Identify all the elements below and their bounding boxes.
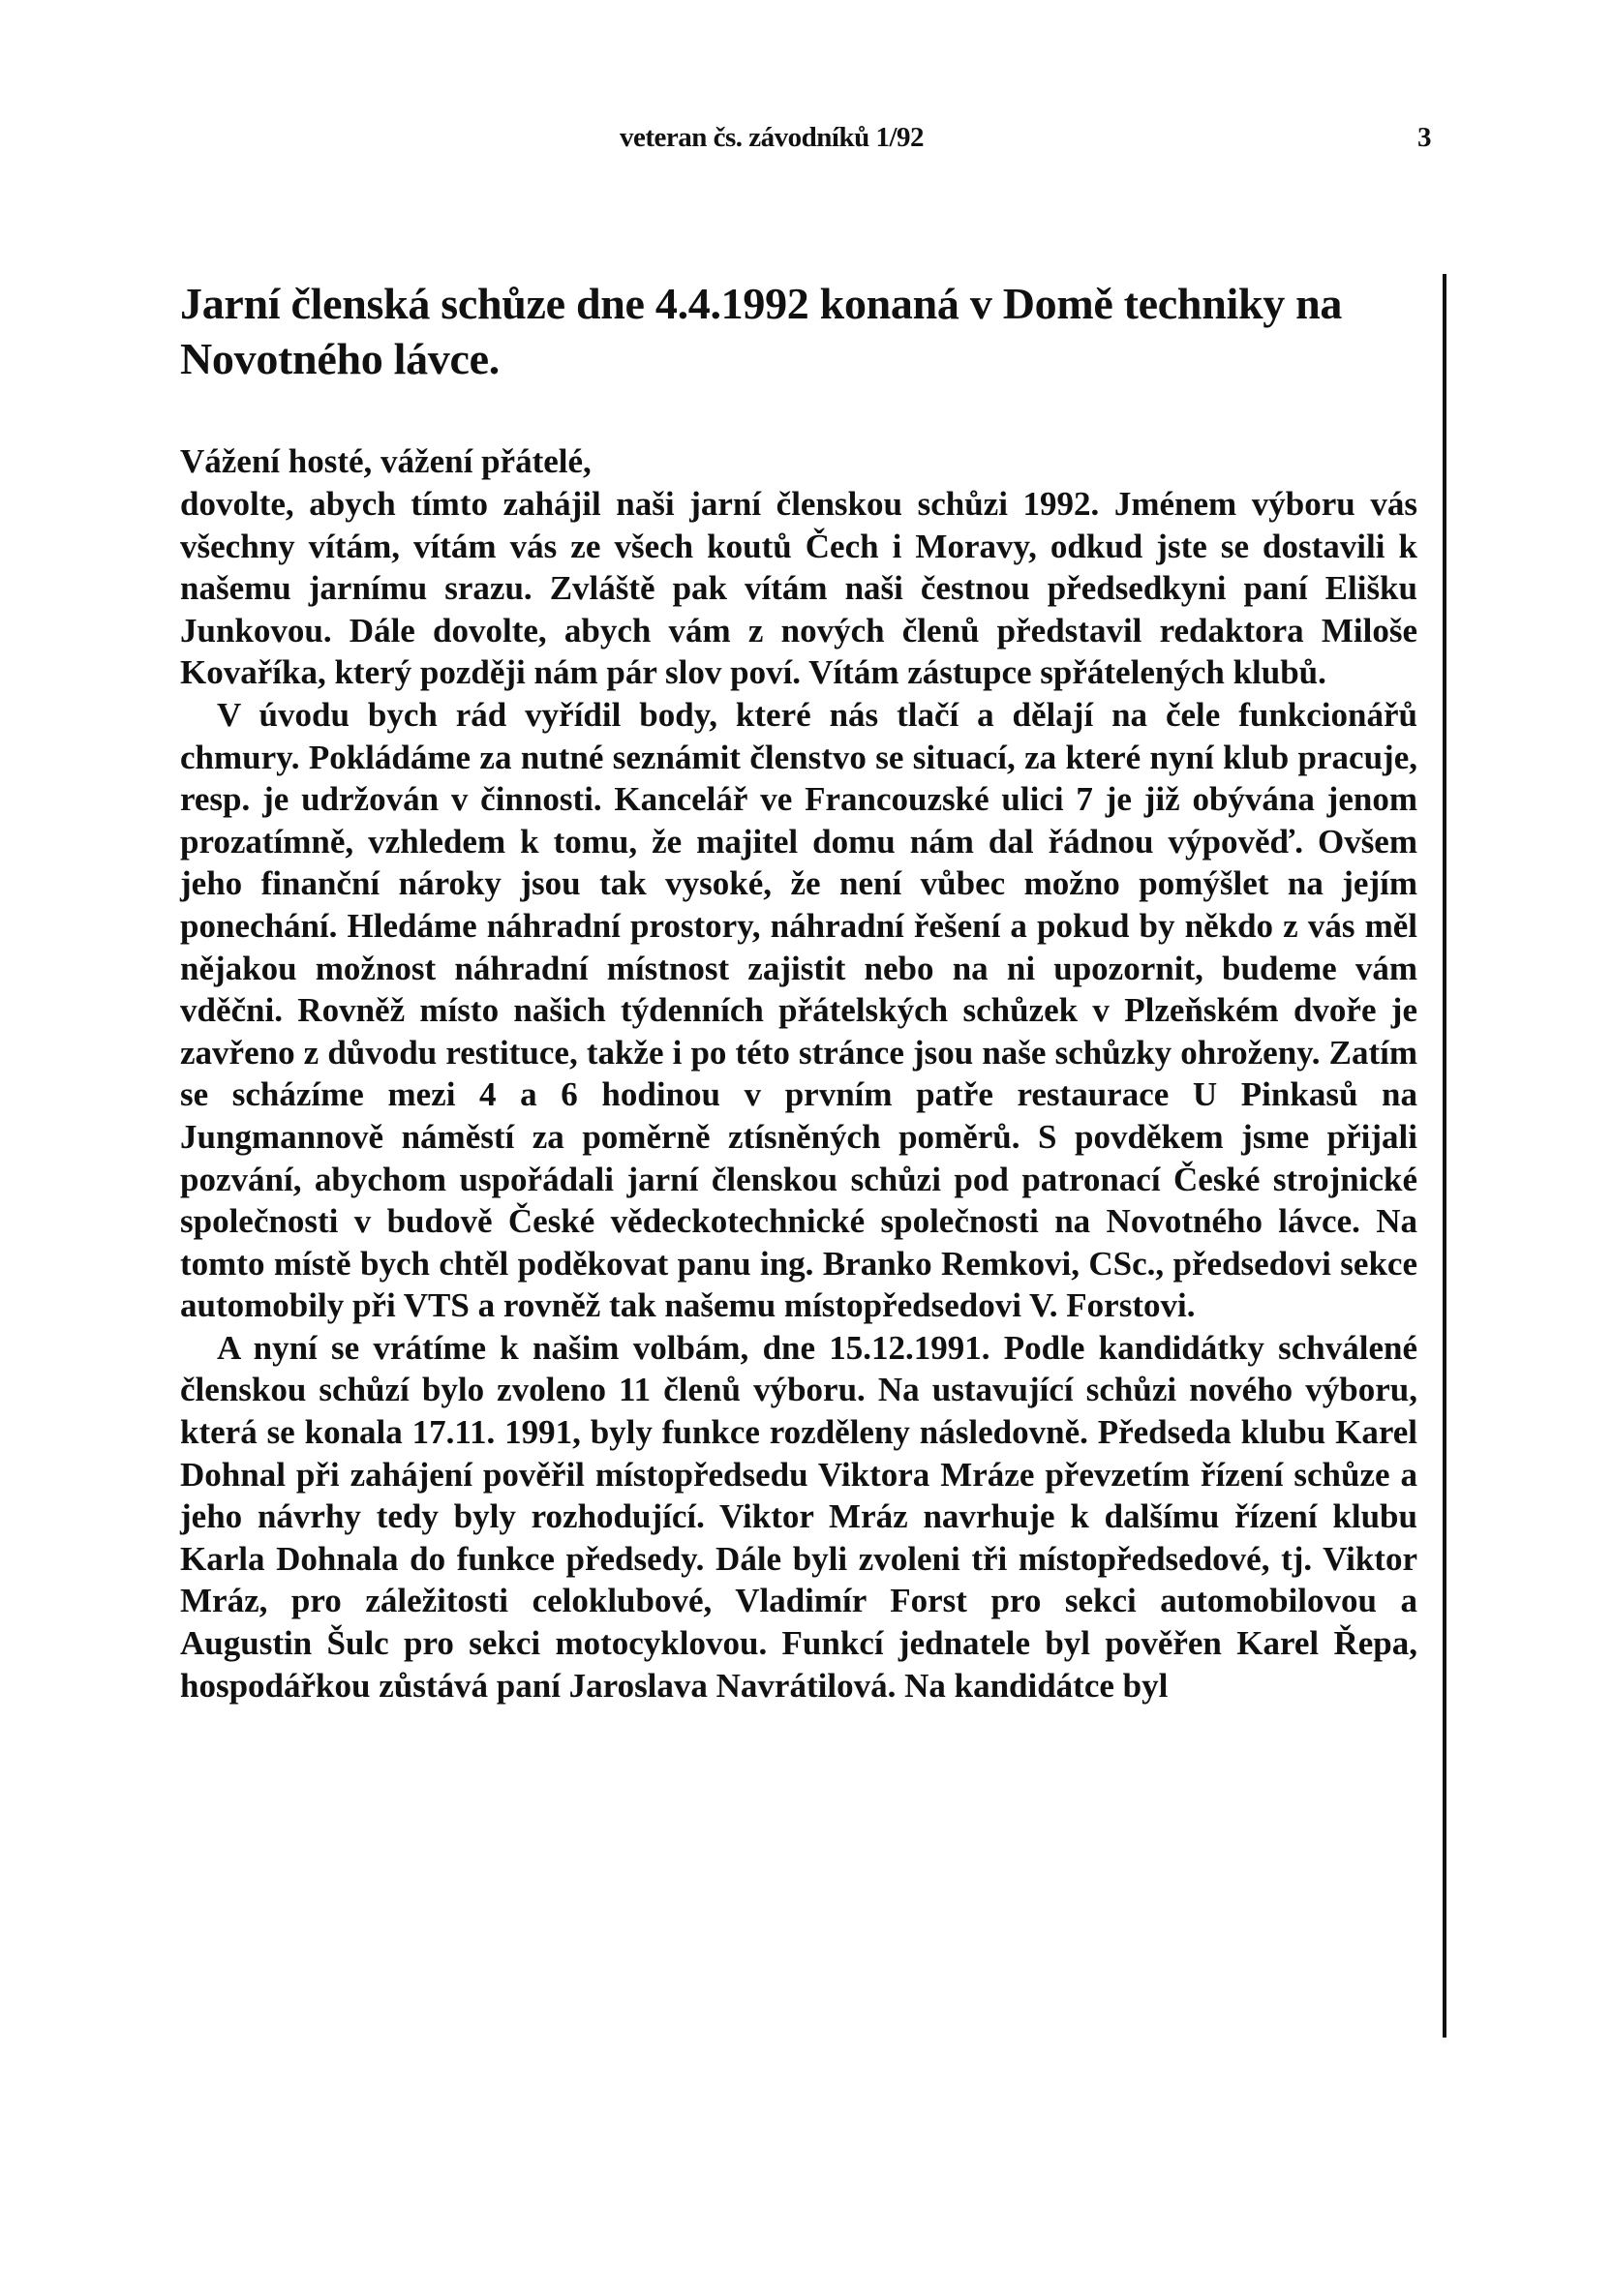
paragraph-1: dovolte, abych tímto zahájil naši jarní členskou schůzi 1992. Jménem výboru vás všechny vítám, vítám vás ze všech koutů Čech i Moravy, odkud jste se dostavili k našemu jarnímu srazu. Zvláště pak vítám naši čestnou předsedkyni paní Elišku Junkovou. Dále dovolte, abych vám z nových členů představil redaktora Miloše Kovaříka, který později nám pár slov poví. Vítám zástupce spřátelených klubů. [180, 485, 1417, 692]
paragraph-3: A nyní se vrátíme k našim volbám, dne 15.12.1991. Podle kandidátky schválené členskou schůzí bylo zvoleno 11 členů výboru. Na ustavující schůzi nového výboru, která se konala 17.11. 1991, byly funkce rozděleny následovně. Předseda klubu Karel Dohnal při zahájení pověřil místopředsedu Viktora Mráze převzetím řízení schůze a jeho návrhy tedy byly rozhodující. Viktor Mráz navrhuje k dalšímu řízení klubu Karla Dohnala do funkce předsedy. Dále byli zvoleni tři místopředsedové, tj. Viktor Mráz, pro záležitosti celoklubové, Vladimír Forst pro sekci automobilovou a Augustin Šulc pro sekci motocyklovou. Funkcí jednatele byl pověřen Karel Řepa, hospodářkou zůstává paní Jaroslava Navrátilová. Na kandidátce byl [180, 1328, 1417, 1705]
running-header-title: veteran čs. závodníků 1/92 [620, 122, 925, 153]
article-title: Jarní členská schůze dne 4.4.1992 konaná v Domě techniky na Novotného lávce. [180, 279, 1343, 383]
article [180, 276, 1417, 1707]
page-header [0, 122, 1613, 161]
margin-vertical-rule [1443, 274, 1446, 2038]
salutation: Vážení hosté, vážení přátelé, [180, 442, 592, 480]
paragraph-2: V úvodu bych rád vyřídil body, které nás tlačí a dělají na čele funkcionářů chmury. Pokládáme za nutné seznámit členstvo se situací, za které nyní klub pracuje, resp. je udržován v činnosti. Kancelář ve Francouzské ulici 7 je již obývána jenom prozatímně, vzhledem k tomu, že majitel domu nám dal řádnou výpověď. Ovšem jeho finanční nároky jsou tak vysoké, že není vůbec možno pomýšlet na jejím ponechání. Hledáme náhradní prostory, náhradní řešení a pokud by někdo z vás měl nějakou možnost náhradní místnost zajistit nebo na ni upozornit, budeme vám vděčni. Rovněž místo našich týdenních přátelských schůzek v Plzeňském dvoře je zavřeno z důvodu restituce, takže i po této stránce jsou naše schůzky ohroženy. Zatím se scházíme mezi 4 a 6 hodinou v prvním patře restaurace U Pinkasů na Jungmannově náměstí za poměrně ztísněných poměrů. S povděkem jsme přijali pozvání, abychom uspořádali jarní členskou schůzi pod patronací České strojnické společnosti v budově České vědeckotechnické společnosti na Novotného lávce. Na tomto místě bych chtěl poděkovat panu ing. Branko Remkovi, CSc., předsedovi sekce automobily při VTS a rovněž tak našemu místopředsedovi V. Forstovi. [180, 695, 1417, 1325]
page-number: 3 [1417, 122, 1432, 153]
